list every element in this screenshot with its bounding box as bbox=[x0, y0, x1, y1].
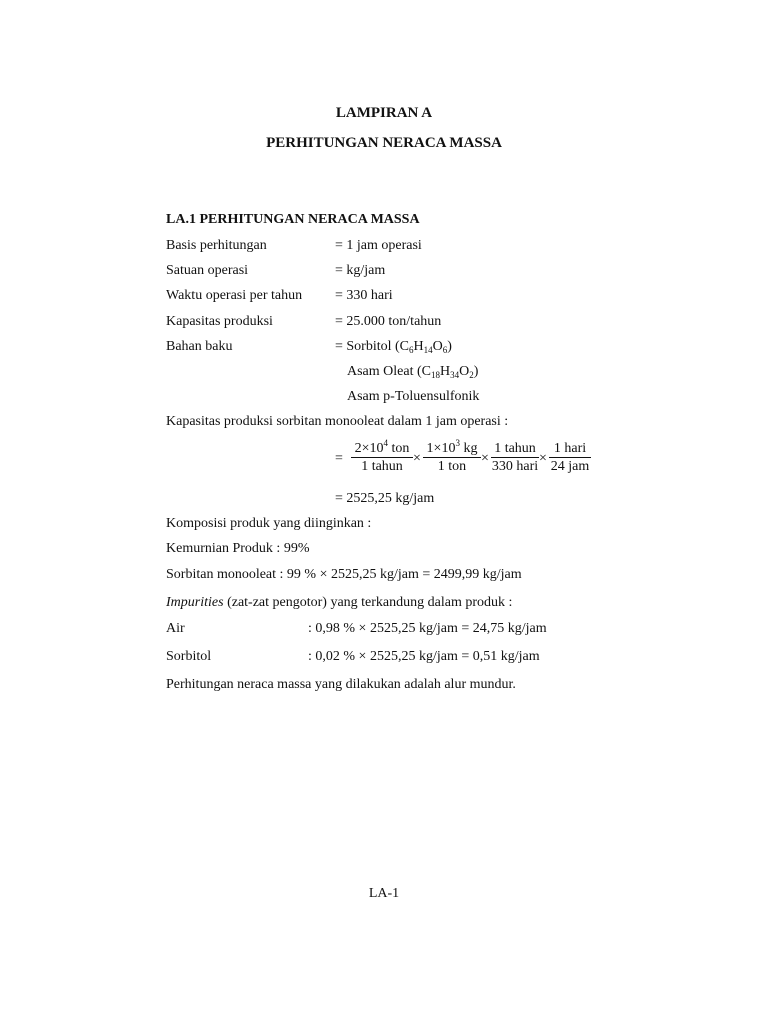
capacity-intro: Kapasitas produksi sorbitan monooleat dalam 1 jam operasi : bbox=[166, 414, 509, 429]
basis-label-time: Waktu operasi per tahun bbox=[166, 288, 303, 303]
basis-label-capacity: Kapasitas produksi bbox=[166, 314, 273, 329]
formula-fraction-2 bbox=[423, 438, 481, 476]
page-number: LA-1 bbox=[368, 886, 400, 901]
composition-intro: Komposisi produk yang diinginkan : bbox=[166, 516, 372, 531]
formula-fraction-1-numerator: $2\times 10^4$ ton bbox=[354, 438, 410, 456]
formula-fraction-3 bbox=[491, 441, 539, 476]
formula-fraction-1-denominator: 1 tahun bbox=[351, 457, 413, 476]
impurity-label-sorbitol: Sorbitol bbox=[166, 649, 212, 664]
formula-fraction-4 bbox=[549, 441, 591, 476]
formula-equals: = bbox=[335, 451, 343, 466]
formula-fraction-4-numerator: 1 hari bbox=[553, 441, 587, 456]
raw-material-sorbitol: = Sorbitol $(C_6H_{14}O_6)$ bbox=[335, 339, 452, 355]
formula-fraction-3-denominator: 330 hari bbox=[491, 459, 539, 474]
formula-fraction-4-denominator: 24 jam bbox=[550, 459, 590, 474]
formula-fraction-2-numerator: $1\times 10^3$ kg bbox=[426, 438, 478, 456]
basis-label-calc: Basis perhitungan bbox=[166, 238, 267, 253]
impurity-value-sorbitol: : 0,02 % × 2525,25 kg/jam = 0,51 kg/jam bbox=[308, 649, 540, 664]
raw-material-oleic-acid: Asam Oleat $(C_{18}H_{34}O_2)$ bbox=[347, 364, 479, 380]
formula-fraction-3-numerator: 1 tahun bbox=[494, 441, 536, 456]
impurity-label-air: Air bbox=[166, 621, 185, 636]
raw-material-label: Bahan baku bbox=[166, 339, 233, 354]
formula-times-2: × bbox=[481, 451, 489, 466]
impurity-value-air: : 0,98 % × 2525,25 kg/jam = 24,75 kg/jam bbox=[308, 621, 547, 636]
basis-value-calc: = 1 jam operasi bbox=[335, 238, 422, 253]
impurities-intro: Impurities (zat-zat pengotor) yang terkandung dalam produk : bbox=[166, 595, 513, 610]
formula-fraction-1 bbox=[351, 438, 413, 476]
basis-value-capacity: = 25.000 ton/tahun bbox=[335, 314, 442, 329]
formula-times-3: × bbox=[539, 451, 547, 466]
raw-material-toluenesulfonic: Asam p-Toluensulfonik bbox=[347, 389, 480, 404]
product-purity: Kemurnian Produk : 99% bbox=[166, 541, 310, 556]
appendix-subtitle: PERHITUNGAN NERACA MASSA bbox=[266, 135, 502, 151]
capacity-result: = 2525,25 kg/jam bbox=[335, 491, 435, 506]
appendix-title: LAMPIRAN A bbox=[335, 105, 433, 121]
conclusion-text: Perhitungan neraca massa yang dilakukan adalah alur mundur. bbox=[166, 677, 516, 692]
basis-value-time: = 330 hari bbox=[335, 288, 393, 303]
formula-fraction-2-denominator: 1 ton bbox=[423, 457, 481, 476]
sorbitan-monooleat-line: Sorbitan monooleat : 99 % × 2525,25 kg/jam = 2499,99 kg/jam bbox=[166, 567, 522, 582]
section-heading: LA.1 PERHITUNGAN NERACA MASSA bbox=[166, 212, 420, 227]
basis-label-unit: Satuan operasi bbox=[166, 263, 249, 278]
formula-times-1: × bbox=[413, 451, 421, 466]
basis-value-unit: = kg/jam bbox=[335, 263, 386, 278]
